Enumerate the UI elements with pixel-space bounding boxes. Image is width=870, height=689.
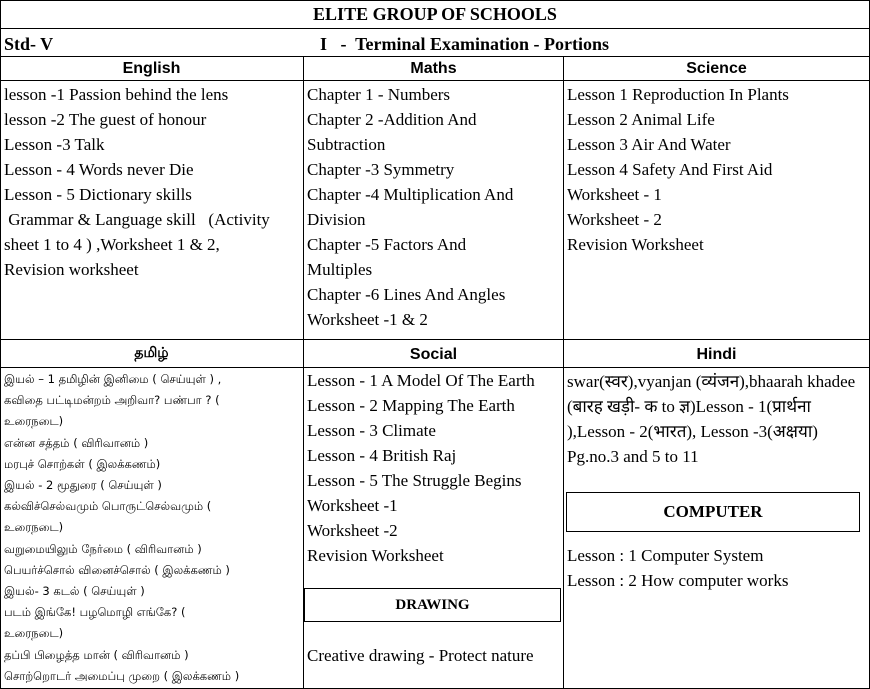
list-item: Lesson : 1 Computer System bbox=[567, 546, 764, 565]
science-list bbox=[567, 82, 867, 257]
list-item: Lesson 3 Air And Water bbox=[567, 135, 731, 154]
list-item: பெயர்ச்சொல் வினைச்சொல் ( இலக்கணம் ) bbox=[4, 562, 230, 577]
maths-heading: Maths bbox=[410, 60, 457, 77]
list-item: படம் இங்கே! பழமொழி எங்கே? ( bbox=[4, 605, 186, 620]
list-item: Revision Worksheet bbox=[307, 546, 444, 565]
social-list bbox=[307, 368, 561, 568]
list-item: Lesson 2 Animal Life bbox=[567, 110, 715, 129]
hindi-text: swar(स्वर),vyanjan (व्यंजन),bhaarah khadee (बारह खड़ी- क to ज्ञ)Lesson - 1(प्रार्थना ),Lesson - 2(भारत), Lesson -3(अक्षया) Pg.no.3 and 5 to 11 bbox=[567, 372, 856, 466]
list-item: என்ன சத்தம் ( விரிவானம் ) bbox=[4, 435, 149, 450]
list-item: உரைநடை) bbox=[4, 520, 64, 535]
list-item: Chapter -4 Multiplication And bbox=[307, 185, 514, 204]
header-divider bbox=[0, 28, 870, 29]
column-divider-2 bbox=[563, 56, 564, 688]
list-item: Lesson - 5 Dictionary skills bbox=[4, 185, 192, 204]
list-item: Chapter 1 - Numbers bbox=[307, 85, 451, 104]
maths-list bbox=[307, 82, 561, 332]
english-list bbox=[4, 82, 300, 282]
computer-list bbox=[567, 543, 867, 593]
list-item: Revision Worksheet bbox=[567, 235, 704, 254]
list-item: Grammar & Language skill (Activity bbox=[4, 210, 270, 229]
list-item: Lesson - 4 British Raj bbox=[307, 446, 457, 465]
list-item: Lesson - 4 Words never Die bbox=[4, 160, 194, 179]
tamil-list bbox=[4, 369, 300, 687]
list-item: சொற்றொடர் அமைப்பு முறை ( இலக்கணம் ) bbox=[4, 668, 240, 683]
list-item: Worksheet -1 & 2 bbox=[307, 310, 428, 329]
column-header-divider bbox=[0, 80, 870, 81]
list-item: உரைநடை) bbox=[4, 626, 64, 641]
tamil-heading: தமிழ் bbox=[134, 345, 169, 361]
list-item: Chapter 2 -Addition And bbox=[307, 110, 477, 129]
computer-heading: COMPUTER bbox=[663, 502, 763, 521]
list-item: Lesson - 2 Mapping The Earth bbox=[307, 396, 515, 415]
hindi-heading: Hindi bbox=[696, 346, 737, 363]
list-item: கவிதை பட்டிமன்றம் அறிவா? பண்பா ? ( bbox=[4, 393, 220, 408]
list-item: lesson -2 The guest of honour bbox=[4, 110, 207, 129]
school-title: ELITE GROUP OF SCHOOLS bbox=[313, 4, 557, 24]
list-item: Worksheet -2 bbox=[307, 521, 398, 540]
list-item: Lesson 4 Safety And First Aid bbox=[567, 160, 773, 179]
list-item: Lesson : 2 How computer works bbox=[567, 571, 789, 590]
list-item: Division bbox=[307, 210, 366, 229]
drawing-text: Creative drawing - Protect nature bbox=[307, 646, 534, 665]
list-item: Chapter -6 Lines And Angles bbox=[307, 285, 506, 304]
list-item: Lesson -3 Talk bbox=[4, 135, 105, 154]
list-item: Worksheet -1 bbox=[307, 496, 398, 515]
list-item: Worksheet - 2 bbox=[567, 210, 662, 229]
list-item: இயல்- 3 கடல் ( செய்யுள் ) bbox=[4, 584, 145, 599]
row-divider bbox=[0, 339, 870, 340]
exam-title: I - Terminal Examination - Portions bbox=[320, 34, 610, 54]
list-item: கல்விச்செல்வமும் பொருட்செல்வமும் ( bbox=[4, 499, 212, 514]
subheader-divider bbox=[0, 56, 870, 57]
list-item: Lesson - 5 The Struggle Begins bbox=[307, 471, 522, 490]
science-heading: Science bbox=[686, 60, 747, 77]
list-item: உரைநடை) bbox=[4, 414, 64, 429]
social-heading: Social bbox=[409, 346, 458, 363]
list-item: Lesson 1 Reproduction In Plants bbox=[567, 85, 789, 104]
list-item: வறுமையிலும் நேர்மை ( விரிவானம் ) bbox=[4, 541, 202, 556]
list-item: sheet 1 to 4 ) ,Worksheet 1 & 2, bbox=[4, 235, 220, 254]
list-item: தப்பி பிழைத்த மான் ( விரிவானம் ) bbox=[4, 647, 189, 662]
list-item: Lesson - 3 Climate bbox=[307, 421, 436, 440]
list-item: Multiples bbox=[307, 260, 373, 279]
list-item: Worksheet - 1 bbox=[567, 185, 662, 204]
list-item: Subtraction bbox=[307, 135, 386, 154]
list-item: Revision worksheet bbox=[4, 260, 139, 279]
standard-label: Std- V bbox=[4, 34, 54, 54]
computer-box bbox=[566, 492, 860, 532]
list-item: இயல் – 1 தமிழின் இனிமை ( செய்யுள் ) , bbox=[4, 372, 222, 386]
list-item: Chapter -3 Symmetry bbox=[307, 160, 455, 179]
list-item: Chapter -5 Factors And bbox=[307, 235, 467, 254]
list-item: மரபுச் சொற்கள் ( இலக்கணம்) bbox=[4, 456, 161, 471]
drawing-heading: DRAWING bbox=[395, 596, 470, 613]
list-item: இயல் - 2 மூதுரை ( செய்யுள் ) bbox=[4, 478, 162, 493]
list-item: Lesson - 1 A Model Of The Earth bbox=[307, 371, 535, 390]
drawing-box bbox=[304, 588, 561, 622]
english-heading: English bbox=[122, 60, 181, 77]
list-item: lesson -1 Passion behind the lens bbox=[4, 85, 229, 104]
